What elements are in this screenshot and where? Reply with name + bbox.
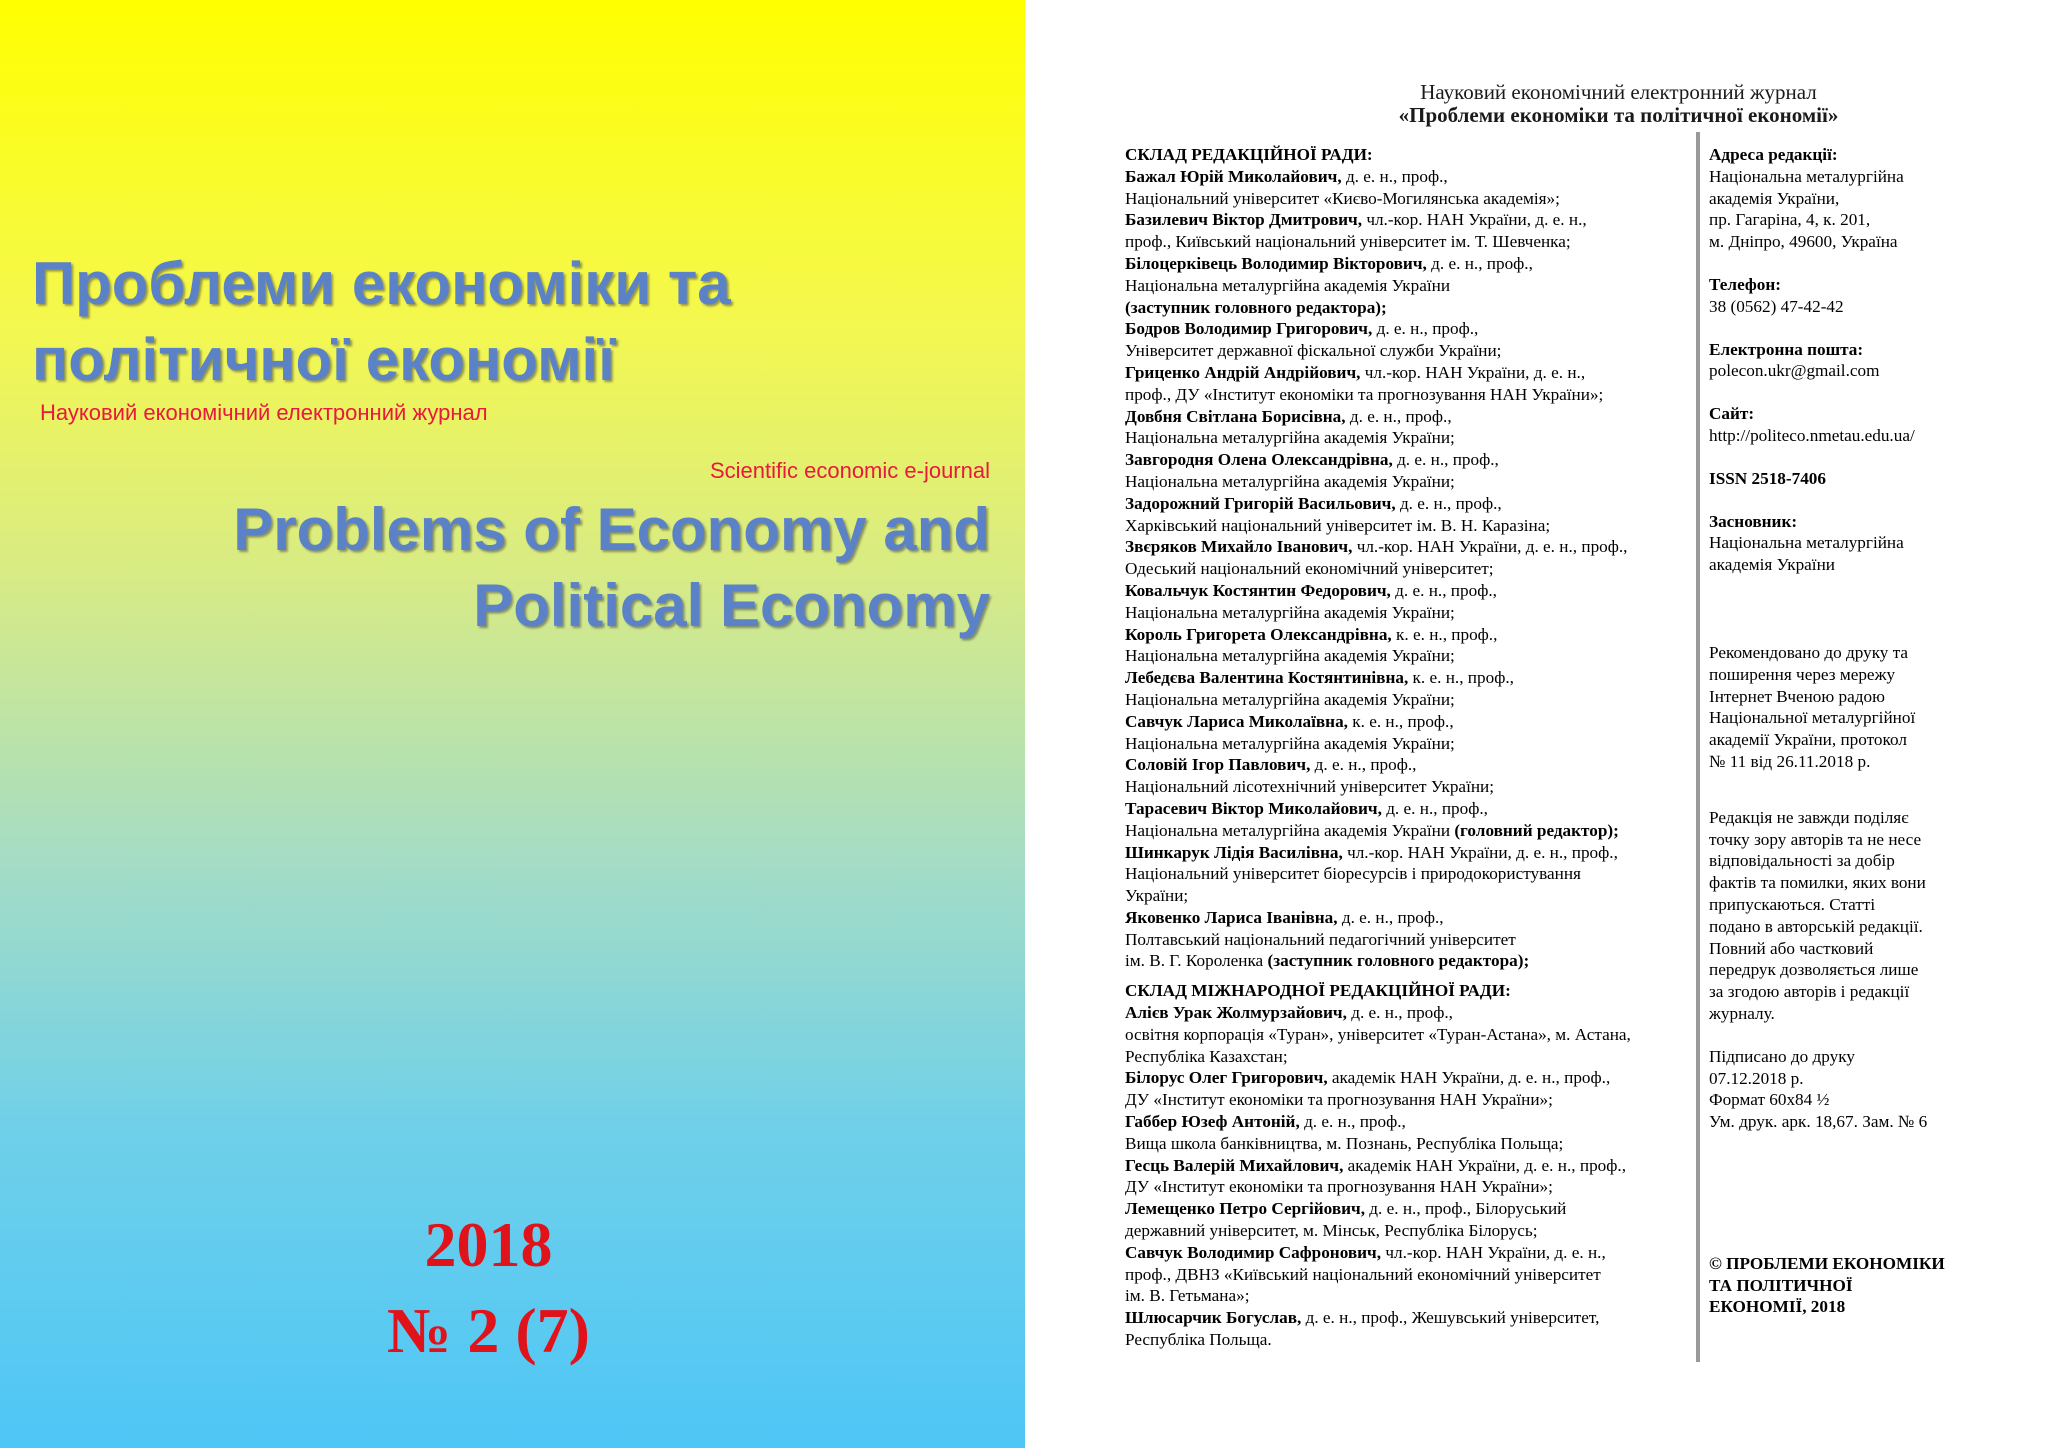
member-affiliation: Харківський національний університет ім. В. Н. Каразіна; <box>1125 515 1551 535</box>
member-name: Лебедєва Валентина Костянтинівна, <box>1125 668 1409 688</box>
member-affiliation: Національний лісотехнічний університет України; <box>1125 777 1495 797</box>
member-role: (головний редактор); <box>1454 820 1619 840</box>
member-degree: д. е. н., проф., <box>1299 1112 1406 1132</box>
board-member <box>1125 253 1705 275</box>
cover-issue-number: № 2 (7) <box>387 1295 590 1366</box>
cover-title-ukrainian <box>32 246 932 398</box>
member-affiliation: проф., ДВНЗ «Київський національний економічний університет <box>1125 1264 1601 1284</box>
member-name: Білорус Олег Григорович, <box>1125 1068 1328 1088</box>
publication-info-column <box>1709 144 1979 1318</box>
member-name: Габбер Юзеф Антоній, <box>1125 1112 1300 1132</box>
phone-block <box>1709 274 1979 318</box>
member-affiliation: Національна металургійна академія України; <box>1125 471 1455 491</box>
board-member <box>1125 798 1705 820</box>
member-affiliation: Національна металургійна академія України; <box>1125 602 1455 622</box>
address-line: академія України, <box>1709 188 1840 208</box>
member-name: Ковальчук Костянтин Федорович, <box>1125 580 1391 600</box>
member-name: Король Григорета Олександрівна, <box>1125 624 1392 644</box>
page-header-line1: Науковий економічний електронний журнал <box>1420 80 1817 104</box>
disclaimer-line: фактів та помилки, яких вони <box>1709 873 1926 893</box>
member-degree: д. е. н., проф., <box>1426 253 1533 273</box>
member-name: Звєряков Михайло Іванович, <box>1125 537 1353 557</box>
member-name: Соловій Ігор Павлович, <box>1125 755 1311 775</box>
member-degree: чл.-кор. НАН України, д. е. н., <box>1362 210 1587 230</box>
member-affiliation: Полтавський національний педагогічний університет <box>1125 929 1516 949</box>
recommended-line: Рекомендовано до друку та <box>1709 642 1909 662</box>
member-affiliation: Республіка Казахстан; <box>1125 1046 1288 1066</box>
founder-line: академія України <box>1709 555 1835 575</box>
member-affiliation: ДУ «Інститут економіки та прогнозування НАН України»; <box>1125 1090 1553 1110</box>
member-degree: академік НАН України, д. е. н., проф., <box>1343 1155 1626 1175</box>
board-section-title: СКЛАД РЕДАКЦІЙНОЇ РАДИ: <box>1125 145 1373 164</box>
member-affiliation-text: Національна металургійна академія України <box>1125 820 1455 840</box>
board-member <box>1125 536 1705 558</box>
member-affiliation-text: ім. В. Г. Короленка <box>1125 951 1268 971</box>
member-name: Савчук Лариса Миколаївна, <box>1125 711 1348 731</box>
member-affiliation <box>1125 950 1705 972</box>
member-degree: д. е. н., проф., <box>1310 755 1417 775</box>
disclaimer-line: за згодою авторів і редакції <box>1709 982 1910 1002</box>
disclaimer-block <box>1709 807 1979 1025</box>
phone-label: Телефон: <box>1709 274 1782 294</box>
email-label: Електронна пошта: <box>1709 339 1864 359</box>
intl-board-section-title: СКЛАД МІЖНАРОДНОЇ РЕДАКЦІЙНОЇ РАДИ: <box>1125 981 1511 1001</box>
site-label: Сайт: <box>1709 404 1755 424</box>
member-degree: д. е. н., проф., Жешувський університет, <box>1301 1308 1600 1328</box>
board-member <box>1125 754 1705 776</box>
member-degree: д. е. н., проф., Білоруський <box>1365 1199 1567 1219</box>
member-affiliation: Одеський національний економічний університет; <box>1125 559 1494 579</box>
recommended-block <box>1709 642 1979 773</box>
member-name: Гриценко Андрій Андрійович, <box>1125 362 1361 382</box>
recommended-line: Національної металургійної <box>1709 708 1916 728</box>
email-block <box>1709 339 1979 383</box>
board-member <box>1125 580 1705 602</box>
disclaimer-line: Редакція не завжди поділяє <box>1709 807 1909 827</box>
member-name: Довбня Світлана Борисівна, <box>1125 406 1346 426</box>
member-degree: д. е. н., проф., <box>1395 493 1502 513</box>
disclaimer-line: точку зору авторів та не несе <box>1709 829 1922 849</box>
copyright-line: ТА ПОЛІТИЧНОЇ <box>1709 1275 1853 1295</box>
member-name: Савчук Володимир Сафронович, <box>1125 1242 1382 1262</box>
member-name: Бажал Юрій Миколайович, <box>1125 166 1342 186</box>
board-member <box>1125 449 1705 471</box>
disclaimer-line: передрук дозволяється лише <box>1709 960 1919 980</box>
member-degree: д. е. н., проф., <box>1346 1003 1453 1023</box>
intl-board-list <box>1125 1002 1705 1351</box>
member-degree: чл.-кор. НАН України, д. е. н., проф., <box>1342 842 1618 862</box>
member-affiliation: державний університет, м. Мінськ, Республіка Білорусь; <box>1125 1221 1538 1241</box>
member-degree: д. е. н., проф., <box>1372 319 1479 339</box>
recommended-line: Інтернет Вченою радою <box>1709 686 1885 706</box>
disclaimer-line: подано в авторській редакції. <box>1709 916 1923 936</box>
column-divider <box>1696 132 1700 1362</box>
board-member <box>1125 166 1705 188</box>
recommended-line: поширення через мережу <box>1709 664 1896 684</box>
member-name: Шинкарук Лідія Василівна, <box>1125 842 1343 862</box>
board-member <box>1125 667 1705 689</box>
board-member <box>1125 1067 1705 1089</box>
board-member <box>1125 1242 1705 1264</box>
member-name: Бодров Володимир Григорович, <box>1125 319 1373 339</box>
cover-subtitle-english: Scientific economic e-journal <box>709 458 990 483</box>
member-affiliation: Національний університет «Києво-Могилянська академія»; <box>1125 188 1560 208</box>
member-name: Завгородня Олена Олександрівна, <box>1125 450 1393 470</box>
board-member <box>1125 493 1705 515</box>
copyright-line: © ПРОБЛЕМИ ЕКОНОМІКИ <box>1709 1253 1945 1273</box>
member-affiliation <box>1125 820 1705 842</box>
board-member <box>1125 711 1705 733</box>
cover-title-ua-line1: Проблеми економіки та <box>32 250 731 317</box>
member-name: Шлюсарчик Богуслав, <box>1125 1308 1302 1328</box>
board-member <box>1125 209 1705 231</box>
board-member <box>1125 1155 1705 1177</box>
print-line: Ум. друк. арк. 18,67. Зам. № 6 <box>1709 1112 1928 1132</box>
member-affiliation: Вища школа банківництва, м. Познань, Республіка Польща; <box>1125 1133 1564 1153</box>
member-affiliation: ім. В. Гетьмана»; <box>1125 1286 1250 1306</box>
site-value: http://politeco.nmetau.edu.ua/ <box>1709 425 1915 445</box>
disclaimer-line: відповідальності за добір <box>1709 851 1895 871</box>
member-degree: чл.-кор. НАН України, д. е. н., <box>1360 362 1586 382</box>
disclaimer-line: Повний або частковий <box>1709 938 1874 958</box>
print-line: Формат 60х84 ½ <box>1709 1090 1830 1110</box>
member-degree: к. е. н., проф., <box>1408 668 1514 688</box>
page-header-line2: «Проблеми економіки та політичної економії» <box>1398 103 1839 127</box>
board-member <box>1125 842 1705 864</box>
member-degree: академік НАН України, д. е. н., проф., <box>1327 1068 1611 1088</box>
address-line: пр. Гагаріна, 4, к. 201, <box>1709 210 1871 230</box>
board-member <box>1125 1198 1705 1220</box>
member-affiliation: освітня корпорація «Туран», університет «Туран-Астана», м. Астана, <box>1125 1024 1631 1044</box>
board-member <box>1125 624 1705 646</box>
member-name: Лемещенко Петро Сергійович, <box>1125 1199 1365 1219</box>
cover-year: 2018 <box>424 1209 553 1280</box>
cover-title-english <box>90 492 990 644</box>
founder-line: Національна металургійна <box>1709 533 1904 553</box>
founder-label: Засновник: <box>1709 511 1798 531</box>
member-affiliation: Національна металургійна академія України; <box>1125 646 1455 666</box>
member-name: Тарасевич Віктор Миколайович, <box>1125 798 1382 818</box>
member-affiliation: Національний університет біоресурсів і природокористування <box>1125 864 1581 884</box>
email-value: polecon.ukr@gmail.com <box>1709 361 1880 381</box>
member-affiliation: проф., ДУ «Інститут економіки та прогнозування НАН України»; <box>1125 384 1604 404</box>
board-member <box>1125 1111 1705 1133</box>
recommended-line: академії України, протокол <box>1709 730 1907 750</box>
board-list <box>1125 166 1705 972</box>
issn: ISSN 2518-7406 <box>1709 468 1826 488</box>
print-info-block <box>1709 1046 1979 1133</box>
board-member <box>1125 1307 1705 1329</box>
copyright-line: ЕКОНОМІЇ, 2018 <box>1709 1297 1846 1317</box>
member-role: (заступник головного редактора); <box>1267 951 1530 971</box>
member-degree: д. е. н., проф., <box>1392 450 1499 470</box>
member-affiliation: проф., Київський національний університет ім. Т. Шевченка; <box>1125 232 1571 252</box>
editorial-board-column <box>1125 144 1705 1351</box>
board-member <box>1125 318 1705 340</box>
address-label: Адреса редакції: <box>1709 145 1838 164</box>
address-line: Національна металургійна <box>1709 166 1904 186</box>
member-degree: д. е. н., проф., <box>1381 798 1488 818</box>
member-name: Базилевич Віктор Дмитрович, <box>1125 210 1363 230</box>
member-affiliation: Республіка Польща. <box>1125 1330 1272 1350</box>
board-member <box>1125 1002 1705 1024</box>
address-line: м. Дніпро, 49600, Україна <box>1709 232 1898 252</box>
board-member <box>1125 362 1705 384</box>
member-name: Задорожний Григорій Васильович, <box>1125 493 1396 513</box>
member-degree: к. е. н., проф., <box>1347 711 1454 731</box>
founder-block <box>1709 511 1979 576</box>
member-degree: д. е. н., проф., <box>1345 406 1452 426</box>
member-name: Алієв Урак Жолмурзайович, <box>1125 1003 1347 1023</box>
disclaimer-line: припускаються. Статті <box>1709 894 1876 914</box>
member-name: Білоцерківець Володимир Вікторович, <box>1125 253 1427 273</box>
cover-title-en-line1: Problems of Economy and <box>233 496 990 563</box>
cover-subtitle-ukrainian: Науковий економічний електронний журнал <box>40 400 488 425</box>
member-role: (заступник головного редактора); <box>1125 297 1387 317</box>
member-affiliation: Національна металургійна академія України; <box>1125 733 1455 753</box>
cover-title-en-line2: Political Economy <box>473 572 990 639</box>
member-degree: д. е. н., проф., <box>1390 580 1497 600</box>
member-affiliation: Національна металургійна академія України; <box>1125 428 1455 448</box>
member-degree: д. е. н., проф., <box>1337 907 1444 927</box>
recommended-line: № 11 від 26.11.2018 р. <box>1709 751 1871 771</box>
member-degree: д. е. н., проф., <box>1341 166 1448 186</box>
address-block <box>1709 144 1979 253</box>
member-degree: чл.-кор. НАН України, д. е. н., проф., <box>1352 537 1628 557</box>
member-name: Гесць Валерій Михайлович, <box>1125 1155 1344 1175</box>
phone-value: 38 (0562) 47-42-42 <box>1709 296 1844 316</box>
board-member <box>1125 907 1705 929</box>
member-affiliation: України; <box>1125 886 1189 906</box>
member-degree: к. е. н., проф., <box>1391 624 1498 644</box>
member-affiliation: Національна металургійна академія України; <box>1125 689 1455 709</box>
disclaimer-line: журналу. <box>1709 1003 1775 1023</box>
member-name: Яковенко Лариса Іванівна, <box>1125 907 1338 927</box>
site-block <box>1709 403 1979 447</box>
print-line: Підписано до друку <box>1709 1046 1855 1066</box>
board-member <box>1125 406 1705 428</box>
member-affiliation: Університет державної фіскальної служби України; <box>1125 341 1502 361</box>
member-affiliation: Національна металургійна академія України <box>1125 275 1451 295</box>
copyright-block <box>1709 1253 1979 1318</box>
print-line: 07.12.2018 р. <box>1709 1068 1804 1088</box>
member-affiliation: ДУ «Інститут економіки та прогнозування НАН України»; <box>1125 1177 1553 1197</box>
member-degree: чл.-кор. НАН України, д. е. н., <box>1381 1242 1606 1262</box>
cover-title-ua-line2: політичної економії <box>32 326 616 393</box>
